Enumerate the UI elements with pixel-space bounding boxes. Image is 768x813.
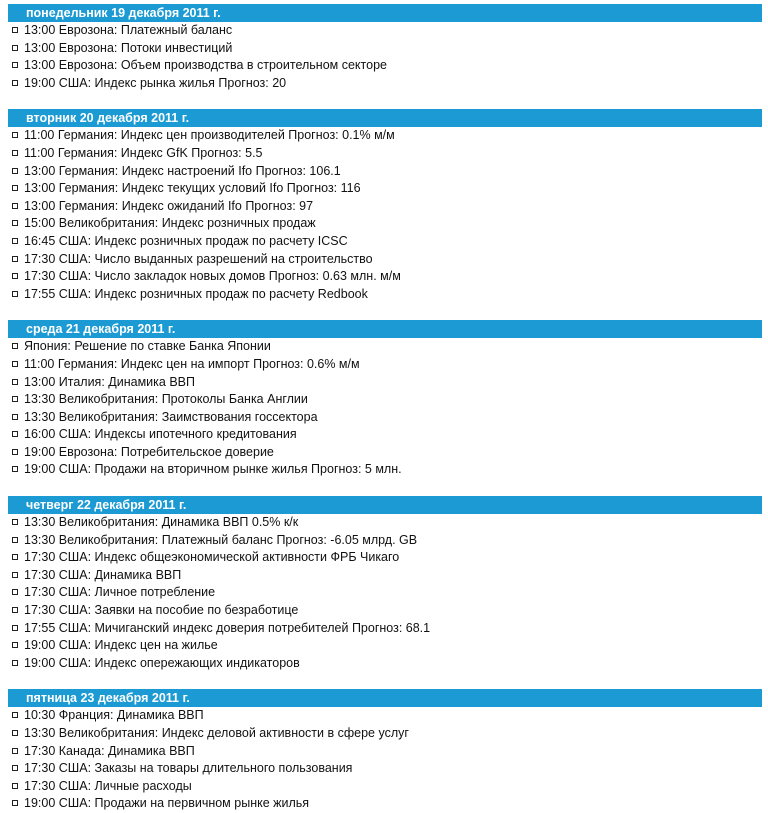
list-item <box>12 40 764 58</box>
checkbox-icon <box>12 431 18 437</box>
checkbox-icon <box>12 45 18 51</box>
list-item <box>12 707 764 725</box>
list-item <box>12 426 764 444</box>
event-text: 17:30 США: Число выданных разрешений на строительство <box>24 251 373 266</box>
checkbox-icon <box>12 748 18 754</box>
event-text: 13:30 Великобритания: Платежный баланс Прогноз: -6.05 млрд. GB <box>24 532 418 547</box>
event-text: 17:30 США: Динамика ВВП <box>24 567 182 582</box>
list-item <box>12 233 764 251</box>
checkbox-icon <box>12 220 18 226</box>
event-text: 17:55 США: Мичиганский индекс доверия потребителей Прогноз: 68.1 <box>24 620 431 635</box>
list-item <box>12 268 764 286</box>
checkbox-icon <box>12 27 18 33</box>
checkbox-icon <box>12 660 18 666</box>
checkbox-icon <box>12 572 18 578</box>
list-item <box>12 356 764 374</box>
list-item <box>12 286 764 304</box>
event-text: 16:45 США: Индекс розничных продаж по расчету ICSC <box>24 233 348 248</box>
day-tuesday <box>8 109 764 303</box>
day-monday <box>8 4 764 92</box>
list-item <box>12 584 764 602</box>
checkbox-icon <box>12 642 18 648</box>
checkbox-icon <box>12 519 18 525</box>
checkbox-icon <box>12 343 18 349</box>
event-text: 13:00 Еврозона: Платежный баланс <box>24 23 233 37</box>
event-text: 11:00 Германия: Индекс GfK Прогноз: 5.5 <box>24 145 263 160</box>
checkbox-icon <box>12 203 18 209</box>
event-text: Япония: Решение по ставке Банка Японии <box>24 339 271 354</box>
event-text: 13:30 Великобритания: Заимствования госсектора <box>24 409 318 424</box>
event-text: 13:30 Великобритания: Динамика ВВП 0.5% к/к <box>24 515 299 530</box>
list-item <box>12 444 764 462</box>
list-item <box>12 760 764 778</box>
checkbox-icon <box>12 361 18 367</box>
event-text: 10:30 Франция: Динамика ВВП <box>24 708 204 723</box>
checkbox-icon <box>12 712 18 718</box>
checkbox-icon <box>12 238 18 244</box>
list-item <box>12 549 764 567</box>
checkbox-icon <box>12 449 18 455</box>
list-item <box>12 620 764 638</box>
day-header: понедельник 19 декабря 2011 г. <box>8 4 762 22</box>
day-header: среда 21 декабря 2011 г. <box>8 320 762 338</box>
event-list <box>8 338 764 479</box>
event-text: 19:00 США: Индекс цен на жилье <box>24 638 218 653</box>
list-item <box>12 637 764 655</box>
list-item <box>12 391 764 409</box>
list-item <box>12 567 764 585</box>
event-list <box>8 22 764 92</box>
event-text: 17:30 США: Личное потребление <box>24 585 216 600</box>
event-list <box>8 514 764 672</box>
event-text: 16:00 США: Индексы ипотечного кредитования <box>24 427 297 442</box>
list-item <box>12 795 764 813</box>
checkbox-icon <box>12 625 18 631</box>
checkbox-icon <box>12 256 18 262</box>
checkbox-icon <box>12 273 18 279</box>
checkbox-icon <box>12 607 18 613</box>
checkbox-icon <box>12 62 18 68</box>
list-item <box>12 163 764 181</box>
event-text: 15:00 Великобритания: Индекс розничных продаж <box>24 216 316 231</box>
event-text: 17:30 США: Заявки на пособие по безработице <box>24 603 299 618</box>
list-item <box>12 532 764 550</box>
event-list <box>8 707 764 813</box>
list-item <box>12 127 764 145</box>
event-text: 19:00 США: Продажи на первичном рынке жилья <box>24 796 310 811</box>
event-text: 13:00 Германия: Индекс текущих условий Ifo Прогноз: 116 <box>24 181 361 196</box>
list-item <box>12 22 764 40</box>
event-text: 17:30 Канада: Динамика ВВП <box>24 743 195 758</box>
checkbox-icon <box>12 800 18 806</box>
day-thursday <box>8 496 764 672</box>
event-text: 17:30 США: Личные расходы <box>24 778 192 793</box>
list-item <box>12 514 764 532</box>
event-text: 19:00 США: Индекс рынка жилья Прогноз: 20 <box>24 75 287 90</box>
event-text: 17:55 США: Индекс розничных продаж по расчету Redbook <box>24 286 368 301</box>
event-text: 17:30 США: Число закладок новых домов Прогноз: 0.63 млн. м/м <box>24 269 401 284</box>
checkbox-icon <box>12 185 18 191</box>
checkbox-icon <box>12 150 18 156</box>
checkbox-icon <box>12 537 18 543</box>
checkbox-icon <box>12 414 18 420</box>
list-item <box>12 57 764 75</box>
event-text: 13:30 Великобритания: Протоколы Банка Англии <box>24 392 308 407</box>
checkbox-icon <box>12 132 18 138</box>
day-header: пятница 23 декабря 2011 г. <box>8 689 762 707</box>
event-text: 11:00 Германия: Индекс цен на импорт Прогноз: 0.6% м/м <box>24 356 360 371</box>
event-list <box>8 127 764 303</box>
checkbox-icon <box>12 379 18 385</box>
event-text: 13:00 Италия: Динамика ВВП <box>24 374 195 389</box>
checkbox-icon <box>12 396 18 402</box>
list-item <box>12 778 764 796</box>
checkbox-icon <box>12 554 18 560</box>
event-text: 19:00 Еврозона: Потребительское доверие <box>24 444 274 459</box>
checkbox-icon <box>12 291 18 297</box>
event-text: 13:00 Еврозона: Потоки инвестиций <box>24 40 233 55</box>
event-text: 17:30 США: Заказы на товары длительного пользования <box>24 761 353 776</box>
day-friday <box>8 689 764 813</box>
list-item <box>12 602 764 620</box>
checkbox-icon <box>12 783 18 789</box>
list-item <box>12 409 764 427</box>
checkbox-icon <box>12 730 18 736</box>
event-text: 13:00 Германия: Индекс ожиданий Ifo Прогноз: 97 <box>24 198 314 213</box>
day-header: вторник 20 декабря 2011 г. <box>8 109 762 127</box>
list-item <box>12 145 764 163</box>
event-text: 13:00 Германия: Индекс настроений Ifo Прогноз: 106.1 <box>24 163 341 178</box>
list-item <box>12 374 764 392</box>
list-item <box>12 655 764 673</box>
day-wednesday <box>8 320 764 479</box>
list-item <box>12 180 764 198</box>
list-item <box>12 251 764 269</box>
event-text: 13:30 Великобритания: Индекс деловой активности в сфере услуг <box>24 726 409 740</box>
checkbox-icon <box>12 765 18 771</box>
event-text: 13:00 Еврозона: Объем производства в строительном секторе <box>24 58 387 73</box>
event-text: 11:00 Германия: Индекс цен производителей Прогноз: 0.1% м/м <box>24 128 395 143</box>
list-item <box>12 75 764 93</box>
checkbox-icon <box>12 168 18 174</box>
list-item <box>12 338 764 356</box>
list-item <box>12 215 764 233</box>
event-text: 19:00 США: Индекс опережающих индикаторов <box>24 655 300 670</box>
list-item <box>12 725 764 743</box>
checkbox-icon <box>12 466 18 472</box>
checkbox-icon <box>12 80 18 86</box>
list-item <box>12 198 764 216</box>
day-header: четверг 22 декабря 2011 г. <box>8 496 762 514</box>
list-item <box>12 743 764 761</box>
checkbox-icon <box>12 589 18 595</box>
event-text: 19:00 США: Продажи на вторичном рынке жилья Прогноз: 5 млн. <box>24 462 402 477</box>
list-item <box>12 461 764 479</box>
event-text: 17:30 США: Индекс общеэкономической активности ФРБ Чикаго <box>24 550 400 565</box>
